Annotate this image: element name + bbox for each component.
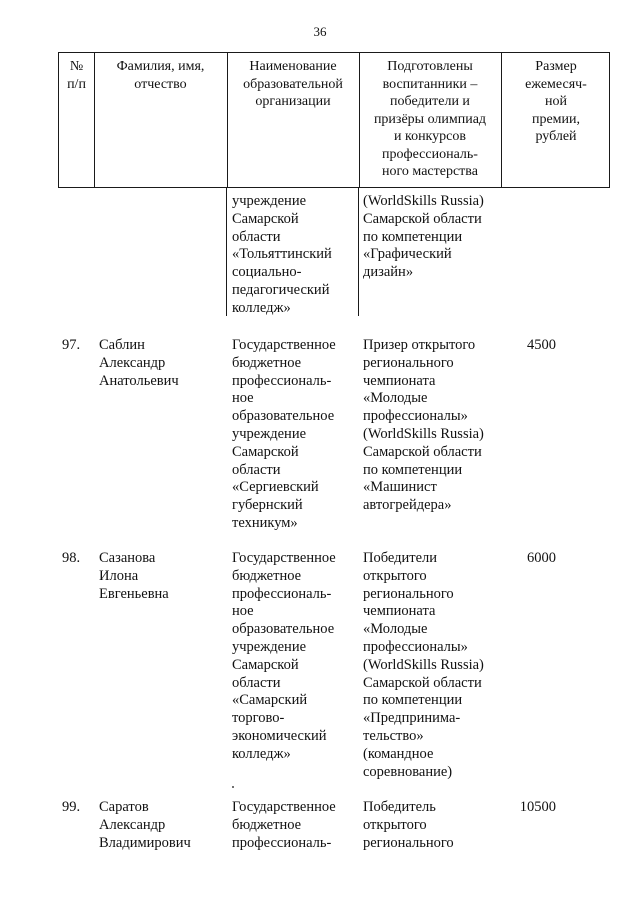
scan-speck	[232, 786, 234, 788]
continuation-divider-right	[358, 188, 359, 316]
row-award: 4500	[527, 337, 556, 353]
row-number: 97.	[62, 337, 81, 353]
row-number: 98.	[62, 550, 81, 566]
header-award: Размер ежемесяч- ной премии, рублей	[525, 59, 587, 144]
row-organization: Государственное бюджетное профессиональ- ное образовательное учреждение Самарской области «Самарский торгово- экономический колледж»	[232, 550, 336, 762]
header-name: Фамилия, имя, отчество	[116, 59, 205, 92]
continuation-achievement: (WorldSkills Russia) Самарской области по компетенции «Графический дизайн»	[363, 193, 484, 281]
row-name: Сазанова Илона Евгеньевна	[99, 550, 169, 602]
continuation-organization: учреждение Самарской области «Тольяттинский социально- педагогический колледж»	[232, 193, 332, 316]
header-organization: Наименование образовательной организации	[243, 59, 343, 109]
table-header	[58, 52, 610, 188]
row-number: 99.	[62, 799, 81, 815]
row-achievement: Победитель открытого регионального	[363, 799, 454, 851]
row-achievement: Победители открытого регионального чемпионата «Молодые профессионалы» (WorldSkills Russia) Самарской области по компетенции «Предпринима- тельство» (командное соревнование)	[363, 550, 484, 780]
header-achievement: Подготовлены воспитанники – победители и призёры олимпиад и конкурсов профессиональ- ного мастерства	[373, 59, 487, 179]
row-name: Саратов Александр Владимирович	[99, 799, 191, 851]
page-number: 36	[313, 24, 327, 39]
continuation-divider-left	[226, 188, 227, 316]
header-number: № п/п	[67, 59, 86, 92]
row-achievement: Призер открытого регионального чемпионата «Молодые профессионалы» (WorldSkills Russia) Самарской области по компетенции «Машинист автогрейдера»	[363, 337, 484, 514]
row-organization: Государственное бюджетное профессиональ- ное образовательное учреждение Самарской области «Сергиевский губернский техникум»	[232, 337, 336, 531]
row-award: 6000	[527, 550, 556, 566]
row-organization: Государственное бюджетное профессиональ-	[232, 799, 336, 851]
row-name: Саблин Александр Анатольевич	[99, 337, 179, 389]
row-award: 10500	[519, 799, 556, 815]
